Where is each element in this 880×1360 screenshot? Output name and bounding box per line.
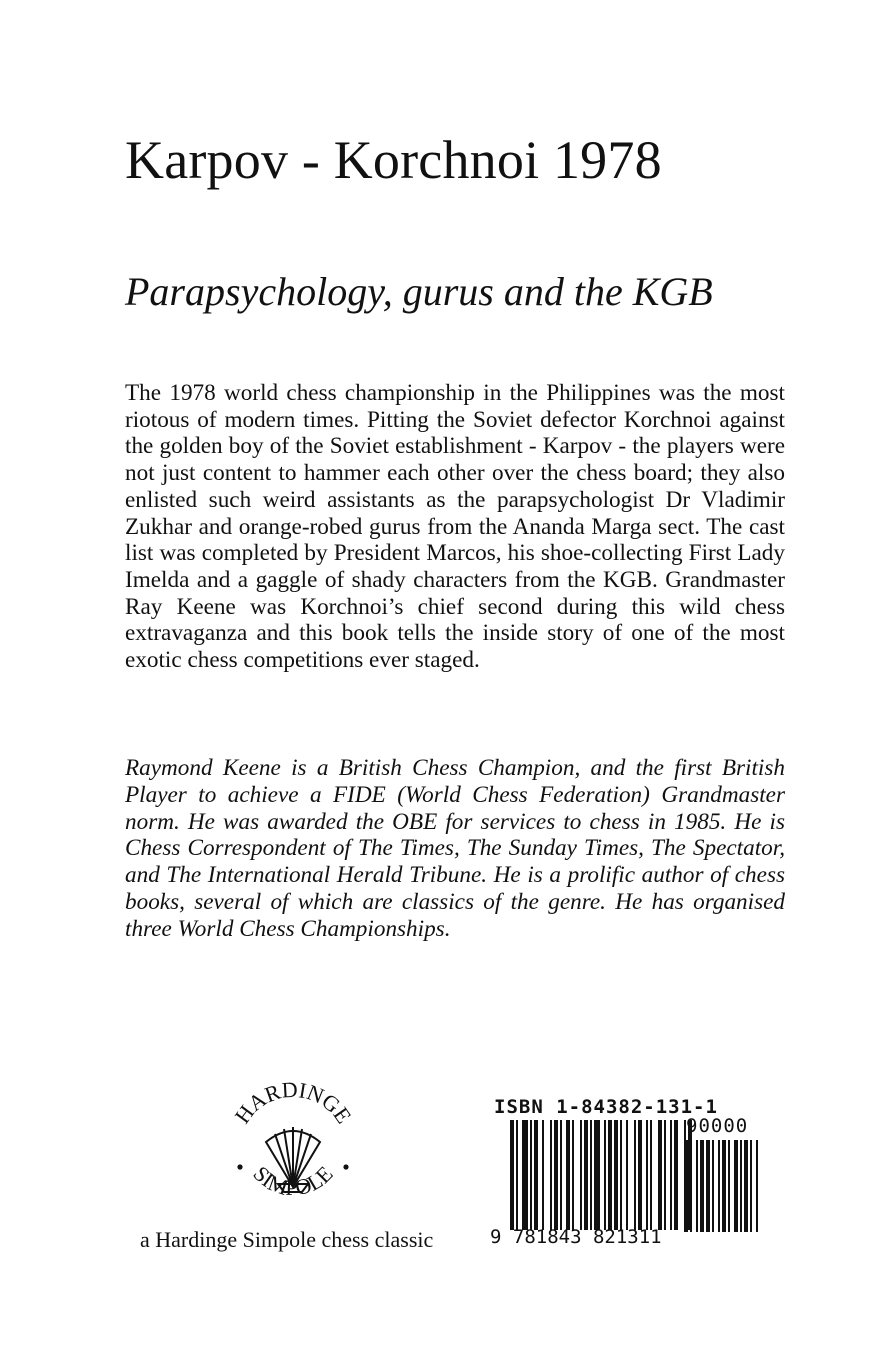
barcode-bar [634, 1120, 636, 1230]
barcode-addon-bar [750, 1140, 752, 1232]
barcode-bar [604, 1120, 606, 1230]
barcode-addon-bar [684, 1140, 688, 1232]
barcode-bar [580, 1120, 582, 1230]
barcode-bar [534, 1120, 538, 1230]
barcode-bar [590, 1120, 592, 1230]
barcode-bar [614, 1120, 618, 1230]
barcode-bar [560, 1120, 562, 1230]
ean-number: 9 781843 821311 [490, 1226, 662, 1248]
barcode-bar [646, 1120, 648, 1230]
barcode-addon-bar [734, 1140, 738, 1232]
barcode-bar [664, 1120, 666, 1230]
book-blurb: The 1978 world chess championship in the Philippines was the most riotous of modern times. Pitting the Soviet defector Korchnoi against the golden boy of the Soviet establishment - Karpov - the players were not just content to hammer each other over the chess board; they also enlisted such weird assistants as the parapsychologist Dr Vladimir Zukhar and orange-robed gurus from the Ananda Marga sect. The cast list was completed by President Marcos, his shoe-collecting First Lady Imelda and a gaggle of shady characters from the KGB. Grandmaster Ray Keene was Korchnoi’s chief second during this wild chess extravaganza and this book tells the inside story of one of the most exotic chess competitions ever staged. [125, 380, 785, 674]
publisher-tagline: a Hardinge Simpole chess classic [140, 1227, 434, 1252]
barcode-bar [530, 1120, 532, 1230]
price-code: 90000 [686, 1115, 749, 1137]
barcode-bar [510, 1120, 514, 1230]
isbn-label: ISBN 1-84382-131-1 [494, 1096, 718, 1118]
barcode-addon-bar [722, 1140, 726, 1232]
barcode-bar [542, 1120, 544, 1230]
barcode-bar [594, 1120, 600, 1230]
barcode-bar [674, 1120, 678, 1230]
svg-text:SIMPOLE: SIMPOLE [248, 1160, 338, 1201]
barcode-addon-bar [756, 1140, 758, 1232]
barcode-bar [572, 1120, 574, 1230]
barcode-bar [620, 1120, 622, 1230]
barcode-bar [658, 1120, 662, 1230]
barcode-addon-bar [728, 1140, 730, 1232]
barcode-addon-bar [744, 1140, 748, 1232]
barcode-addon-bar [696, 1140, 698, 1232]
barcode-bar [566, 1120, 570, 1230]
barcode-bar [550, 1120, 552, 1230]
book-title: Karpov - Korchnoi 1978 [125, 130, 662, 190]
barcode-addon-bar [740, 1140, 742, 1232]
barcode-bar [670, 1120, 672, 1230]
barcode-bar [584, 1120, 588, 1230]
scallop-shell-icon [218, 1072, 368, 1222]
barcode-bar [608, 1120, 612, 1230]
barcode-addon-bar [706, 1140, 710, 1232]
barcode-addon-bar [690, 1140, 692, 1232]
barcode-bar [650, 1120, 652, 1230]
barcode-bar [516, 1120, 518, 1230]
barcode-bar [626, 1120, 628, 1230]
book-subtitle: Parapsychology, gurus and the KGB [125, 269, 713, 314]
publisher-logo [218, 1072, 368, 1222]
barcode-addon-bar [712, 1140, 714, 1232]
barcode-bar [638, 1120, 642, 1230]
author-bio: Raymond Keene is a British Chess Champion, and the first British Player to achieve a FIDE (World Chess Federation) Grandmaster norm. He was awarded the OBE for services to chess in 1985. He is Chess Correspondent of The Times, The Sunday Times, The Spectator, and The International Herald Tribune. He is a prolific author of chess books, several of which are classics of the genre. He has organised three World Chess Championships. [125, 755, 785, 942]
barcode-addon-bar [700, 1140, 704, 1232]
barcode-addon-bar [718, 1140, 720, 1232]
svg-text:HARDINGE: HARDINGE [229, 1076, 357, 1128]
barcode-bar [522, 1120, 528, 1230]
barcode-bar [554, 1120, 558, 1230]
